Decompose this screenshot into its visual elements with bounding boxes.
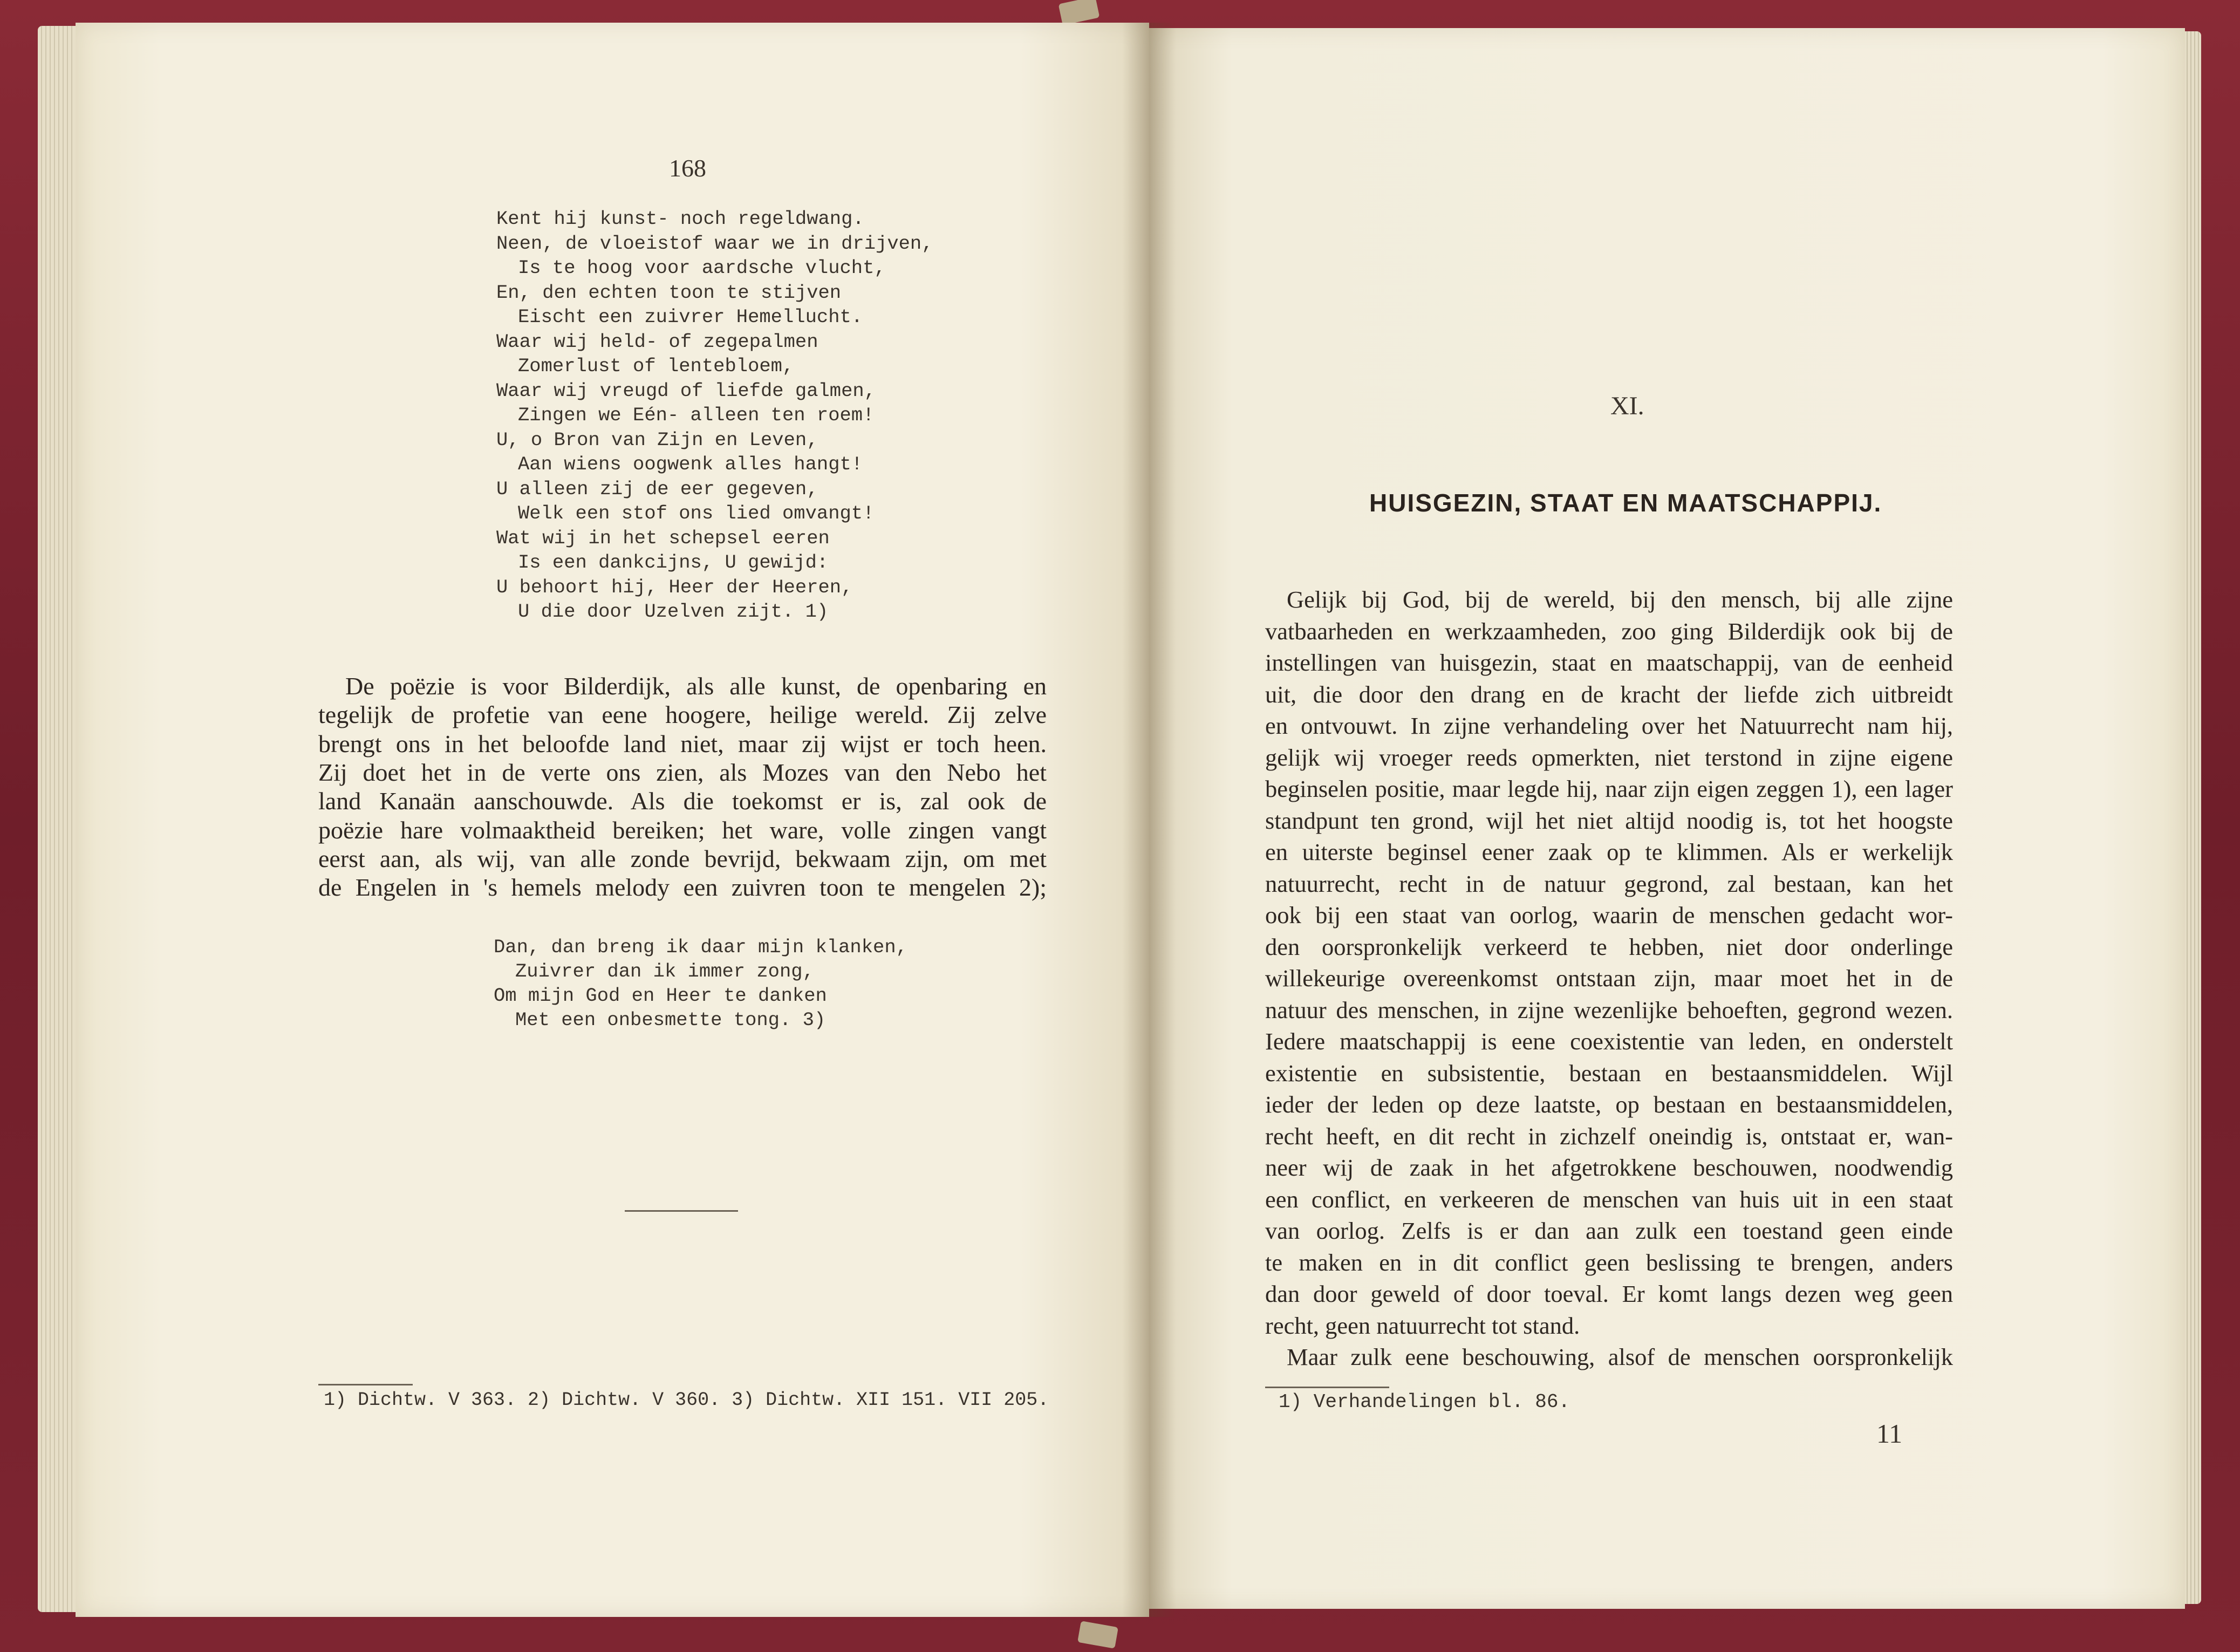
text-line: existentie en subsistentie, bestaan en bestaansmiddelen. Wijl [1265, 1059, 1953, 1087]
footnote-rule-right [1265, 1387, 1389, 1388]
text-line: van oorlog. Zelfs is er dan aan zulk een toestand geen einde [1265, 1217, 1953, 1244]
text-line: Zingen we Eén- alleen ten roem! [518, 404, 875, 426]
text-line: instellingen van huisgezin, staat en maatschappij, van de eenheid [1265, 649, 1953, 676]
text-line: Is een dankcijns, U gewijd: [518, 551, 829, 574]
text-line: neer wij de zaak in het afgetrokkene beschouwen, noodwendig [1265, 1154, 1953, 1181]
text-line: eerst aan, als wij, van alle zonde bevrijd, bekwaam zijn, om met [318, 844, 1047, 872]
text-line: beginselen positie, maar legde hij, naar zijn eigen zeggen 1), een lager [1265, 775, 1953, 802]
text-line: U alleen zij de eer gegeven, [496, 477, 818, 500]
text-line: Wat wij in het schepsel eeren [496, 527, 830, 549]
text-line: De poëzie is voor Bilderdijk, als alle kunst, de openbaring en [345, 672, 1047, 700]
text-line: standpunt ten grond, wijl het niet altijd noodig is, tot het hoogste [1265, 807, 1953, 834]
text-line: En, den echten toon te stijven [496, 281, 842, 304]
text-line: recht, geen natuurrecht tot stand. [1265, 1312, 1580, 1339]
text-line: ook bij een staat van oorlog, waarin de menschen gedacht wor- [1265, 902, 1953, 929]
text-line: recht heeft, en dit recht in zichzelf oneindig is, ontstaat er, wan- [1265, 1122, 1953, 1150]
book-gutter [1122, 23, 1176, 1617]
text-line: gelijk wij vroeger reeds opmerkten, niet terstond in zijne eigene [1265, 743, 1953, 771]
text-line: Eischt een zuivrer Hemellucht. [518, 306, 863, 328]
footnotes-left: 1) Dichtw. V 363. 2) Dichtw. V 360. 3) Dichtw. XII 151. VII 205. [324, 1389, 1049, 1411]
text-line: een conflict, en verkeeren de menschen van huis uit in een staat [1265, 1185, 1953, 1213]
text-line: uit, die door den drang en de kracht der liefde zich uitbreidt [1265, 680, 1953, 708]
text-line: en ontvouwt. In zijne verhandeling over het Natuurrecht nam hij, [1265, 712, 1953, 739]
text-line: Om mijn God en Heer te danken [494, 985, 827, 1007]
text-line: Gelijk bij God, bij de wereld, bij den mensch, bij alle zijne [1287, 586, 1953, 613]
text-line: natuur des menschen, in zijne wezenlijke behoeften, gegrond wezen. [1265, 996, 1953, 1023]
text-line: land Kanaän aanschouwde. Als die toekomst er is, zal ook de [318, 787, 1047, 815]
text-line: tegelijk de profetie van eene hoogere, heilige wereld. Zij zelve [318, 701, 1047, 729]
chapter-number: XI. [1610, 392, 1644, 420]
footnote-rule-left [318, 1384, 413, 1385]
text-line: U, o Bron van Zijn en Leven, [496, 428, 818, 451]
text-line: natuurrecht, recht in de natuur gegrond, zal bestaan, kan het [1265, 870, 1953, 897]
text-line: Waar wij vreugd of liefde galmen, [496, 379, 876, 402]
text-line: Zuivrer dan ik immer zong, [515, 960, 814, 982]
text-line: en uiterste beginsel eener zaak op te klimmen. Als er werkelijk [1265, 838, 1953, 865]
text-line: den oorspronkelijk verkeerd te hebben, niet door onderlinge [1265, 933, 1953, 960]
chapter-title: HUISGEZIN, STAAT EN MAATSCHAPPIJ. [1369, 489, 1882, 517]
text-line: de Engelen in 's hemels melody een zuivren toon te mengelen 2); [318, 873, 1047, 902]
text-line: U die door Uzelven zijt. 1) [518, 600, 829, 623]
text-line: Zij doet het in de verte ons zien, als Mozes van den Nebo het [318, 758, 1047, 786]
text-line: brengt ons in het beloofde land niet, maar zij wijst er toch heen. [318, 729, 1047, 757]
section-divider [625, 1210, 738, 1212]
text-line: vatbaarheden en werkzaamheden, zoo ging Bilderdijk ook bij de [1265, 617, 1953, 645]
text-line: ieder der leden op deze laatste, op bestaan en bestaansmiddelen, [1265, 1091, 1953, 1118]
text-line: Zomerlust of lentebloem, [518, 355, 794, 377]
text-line: Met een onbesmette tong. 3) [515, 1009, 826, 1031]
page-number-left: 168 [669, 154, 706, 182]
text-line: dan door geweld of door toeval. Er komt langs dezen weg geen [1265, 1280, 1953, 1307]
text-line: Dan, dan breng ik daar mijn klanken, [494, 936, 907, 958]
text-line: U behoort hij, Heer der Heeren, [496, 576, 853, 598]
text-line: Aan wiens oogwenk alles hangt! [518, 453, 863, 475]
footnote-right: 1) Verhandelingen bl. 86. [1279, 1391, 1570, 1413]
text-line: Maar zulk eene beschouwing, alsof de menschen oorspronkelijk [1287, 1343, 1953, 1370]
text-line: Neen, de vloeistof waar we in drijven, [496, 232, 933, 255]
text-line: Iedere maatschappij is eene coexistentie van leden, en onderstelt [1265, 1028, 1953, 1055]
text-line: poëzie hare volmaaktheid bereiken; het ware, volle zingen vangt [318, 816, 1047, 844]
text-line: Waar wij held- of zegepalmen [496, 330, 818, 353]
text-line: te maken en in dit conflict geen beslissing te brengen, anders [1265, 1248, 1953, 1276]
text-line: Is te hoog voor aardsche vlucht, [518, 257, 886, 279]
text-line: Kent hij kunst- noch regeldwang. [496, 208, 864, 230]
text-line: willekeurige overeenkomst ontstaan zijn, maar moet het in de [1265, 965, 1953, 992]
text-line: Welk een stof ons lied omvangt! [518, 502, 875, 524]
page-number-right: 11 [1876, 1418, 1903, 1449]
